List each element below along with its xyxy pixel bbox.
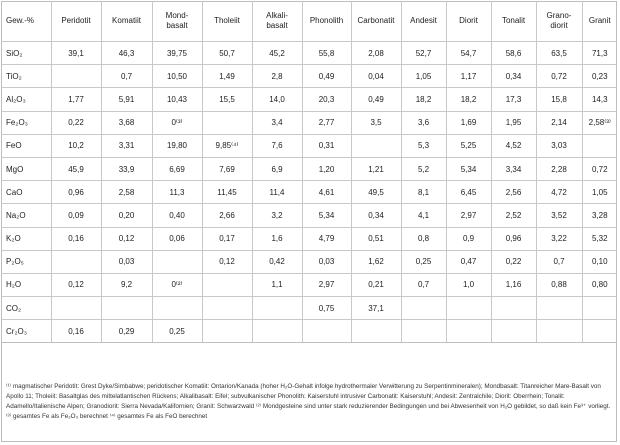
- table-cell: [252, 297, 302, 320]
- table-cell: [202, 273, 252, 296]
- table-cell: 0,7: [536, 250, 582, 273]
- table-cell: 5,32: [582, 227, 617, 250]
- table-row: [1, 181, 617, 204]
- table-cell: 0,8: [401, 227, 446, 250]
- table-cell: 0,10: [582, 250, 617, 273]
- table-cell: [351, 134, 401, 157]
- table-cell: 0,22: [51, 111, 101, 134]
- table-cell: 1,21: [351, 157, 401, 180]
- table-cell: 1,6: [252, 227, 302, 250]
- table-cell: 0,49: [302, 65, 351, 88]
- table-cell: 18,2: [401, 88, 446, 111]
- table-cell: 63,5: [536, 42, 582, 65]
- table-cell: 0,88: [536, 273, 582, 296]
- table-cell: 0,22: [491, 250, 536, 273]
- table-cell: [302, 320, 351, 343]
- column-header-line: Komatiit: [112, 16, 141, 25]
- table-cell: 2,58: [101, 181, 152, 204]
- table-cell: 5,34: [302, 204, 351, 227]
- table-cell: 0,96: [51, 181, 101, 204]
- table-cell: 17,3: [491, 88, 536, 111]
- table-cell: [202, 111, 252, 134]
- table-cell: 7,69: [202, 157, 252, 180]
- table-row: [1, 320, 617, 343]
- table-cell: 9,85⁽⁴⁾: [202, 134, 252, 157]
- table-cell: [491, 320, 536, 343]
- table-cell: [51, 250, 101, 273]
- table-row: [1, 250, 617, 273]
- table-cell: [202, 320, 252, 343]
- table-cell: 0,12: [101, 227, 152, 250]
- table-cell: 2,8: [252, 65, 302, 88]
- table-cell: 2,08: [351, 42, 401, 65]
- table-row: [1, 273, 617, 296]
- table-cell: 1,16: [491, 273, 536, 296]
- table-cell: 0,40: [152, 204, 202, 227]
- table-cell: 55,8: [302, 42, 351, 65]
- table-cell: 2,97: [302, 273, 351, 296]
- table-cell: 6,69: [152, 157, 202, 180]
- table-cell: 0,72: [536, 65, 582, 88]
- header-row: [1, 1, 617, 42]
- table-cell: 0,12: [51, 273, 101, 296]
- column-header-line: Tholeiit: [214, 16, 240, 25]
- table-cell: [351, 320, 401, 343]
- table-cell: 1,49: [202, 65, 252, 88]
- table-cell: 0,06: [152, 227, 202, 250]
- table-cell: 15,8: [536, 88, 582, 111]
- table-cell: 1,69: [446, 111, 491, 134]
- table-body: [1, 42, 617, 343]
- oxide-label: Na₂O: [1, 204, 51, 227]
- column-header: [51, 1, 101, 42]
- table-cell: 19,80: [152, 134, 202, 157]
- column-header: [302, 1, 351, 42]
- composition-table: [1, 1, 617, 343]
- table-cell: 1,77: [51, 88, 101, 111]
- table-cell: 2,97: [446, 204, 491, 227]
- column-header-line: Andesit: [410, 16, 437, 25]
- oxide-label: P₂O₅: [1, 250, 51, 273]
- column-header: [202, 1, 252, 42]
- table-cell: 0,17: [202, 227, 252, 250]
- table-cell: 0,04: [351, 65, 401, 88]
- column-header: [101, 1, 152, 42]
- table-cell: [536, 320, 582, 343]
- table-cell: [582, 320, 617, 343]
- table-cell: 1,95: [491, 111, 536, 134]
- table-cell: 0,23: [582, 65, 617, 88]
- table-cell: 0,16: [51, 227, 101, 250]
- table-cell: 1,05: [401, 65, 446, 88]
- table-cell: 0,80: [582, 273, 617, 296]
- table-cell: 2,52: [491, 204, 536, 227]
- table-cell: [202, 297, 252, 320]
- table-cell: 0,03: [302, 250, 351, 273]
- table-cell: [51, 65, 101, 88]
- oxide-label: CO₂: [1, 297, 51, 320]
- oxide-label: FeO: [1, 134, 51, 157]
- table-cell: 4,72: [536, 181, 582, 204]
- column-header: [152, 1, 202, 42]
- table-cell: 0,31: [302, 134, 351, 157]
- table-cell: 0⁽³⁾: [152, 111, 202, 134]
- table-cell: 45,2: [252, 42, 302, 65]
- column-header: [401, 1, 446, 42]
- table-cell: 3,68: [101, 111, 152, 134]
- table-row: [1, 111, 617, 134]
- table-cell: [582, 134, 617, 157]
- table-cell: 3,52: [536, 204, 582, 227]
- column-header-line: Mond-: [165, 11, 189, 20]
- table-cell: 1,20: [302, 157, 351, 180]
- column-header-line: Phonolith: [309, 16, 344, 25]
- footnotes: [6, 382, 612, 422]
- oxide-label: SiO₂: [1, 42, 51, 65]
- oxide-label: TiO₂: [1, 65, 51, 88]
- table-cell: 0,16: [51, 320, 101, 343]
- oxide-label: H₂O: [1, 273, 51, 296]
- table-cell: [401, 297, 446, 320]
- table-cell: 58,6: [491, 42, 536, 65]
- table-cell: 71,3: [582, 42, 617, 65]
- table-cell: 1,1: [252, 273, 302, 296]
- table-cell: 0,42: [252, 250, 302, 273]
- column-header: [582, 1, 617, 42]
- table-cell: 0,51: [351, 227, 401, 250]
- table-cell: 0,7: [101, 65, 152, 88]
- column-header-line: basalt: [266, 21, 288, 30]
- table-cell: 0,09: [51, 204, 101, 227]
- table-row: [1, 134, 617, 157]
- table-cell: [446, 297, 491, 320]
- table-cell: 3,2: [252, 204, 302, 227]
- table-cell: [51, 297, 101, 320]
- table-cell: 39,1: [51, 42, 101, 65]
- table-cell: 6,9: [252, 157, 302, 180]
- table-cell: 39,75: [152, 42, 202, 65]
- column-header: [252, 1, 302, 42]
- table-cell: 50,7: [202, 42, 252, 65]
- table-cell: 0,03: [101, 250, 152, 273]
- table-cell: 0,20: [101, 204, 152, 227]
- table-cell: [582, 297, 617, 320]
- table-cell: 4,61: [302, 181, 351, 204]
- oxide-label: Fe₂O₃: [1, 111, 51, 134]
- table-cell: [491, 297, 536, 320]
- table-cell: 0,72: [582, 157, 617, 180]
- footnote-4: ⁽⁴⁾ gesamtes Fe als FeO berechnet: [109, 412, 208, 420]
- table-cell: 4,79: [302, 227, 351, 250]
- table-cell: 2,58⁽³⁾: [582, 111, 617, 134]
- table-cell: 3,03: [536, 134, 582, 157]
- table-cell: [536, 297, 582, 320]
- table-cell: 1,62: [351, 250, 401, 273]
- column-header-line: Tonalit: [501, 16, 526, 25]
- footnote-3: ⁽³⁾ gesamtes Fe als Fe₂O₃ berechnet: [6, 412, 108, 420]
- column-header-line: Alkali-: [266, 11, 288, 20]
- table-cell: 3,28: [582, 204, 617, 227]
- table-row: [1, 157, 617, 180]
- column-header: [446, 1, 491, 42]
- table-cell: 11,3: [152, 181, 202, 204]
- table-cell: 10,43: [152, 88, 202, 111]
- table-cell: 6,45: [446, 181, 491, 204]
- table-cell: 33,9: [101, 157, 152, 180]
- table-cell: [252, 320, 302, 343]
- table-cell: 4,1: [401, 204, 446, 227]
- table-cell: 3,4: [252, 111, 302, 134]
- table-cell: 11,45: [202, 181, 252, 204]
- column-header-line: diorit: [550, 21, 568, 30]
- table-cell: 0,49: [351, 88, 401, 111]
- table-cell: 1,17: [446, 65, 491, 88]
- table-row: [1, 88, 617, 111]
- column-header-line: Diorit: [459, 16, 478, 25]
- table-cell: 5,34: [446, 157, 491, 180]
- table-cell: 0,9: [446, 227, 491, 250]
- table-cell: 54,7: [446, 42, 491, 65]
- table-cell: 0,29: [101, 320, 152, 343]
- oxide-label: K₂O: [1, 227, 51, 250]
- table-row: [1, 42, 617, 65]
- table-cell: 18,2: [446, 88, 491, 111]
- table-cell: 0,7: [401, 273, 446, 296]
- table-cell: 37,1: [351, 297, 401, 320]
- table-cell: 3,5: [351, 111, 401, 134]
- table-cell: 0,21: [351, 273, 401, 296]
- oxide-label: MgO: [1, 157, 51, 180]
- table-cell: 2,28: [536, 157, 582, 180]
- table-cell: 2,66: [202, 204, 252, 227]
- table-cell: 14,0: [252, 88, 302, 111]
- oxide-label: Al₂O₃: [1, 88, 51, 111]
- column-header: [536, 1, 582, 42]
- table-cell: 3,34: [491, 157, 536, 180]
- table-cell: 3,31: [101, 134, 152, 157]
- table-cell: 0,34: [351, 204, 401, 227]
- table-cell: 1,0: [446, 273, 491, 296]
- table-cell: 3,22: [536, 227, 582, 250]
- oxide-label: Cr₂O₃: [1, 320, 51, 343]
- column-header-line: Carbonatit: [357, 16, 395, 25]
- column-header-line: Granit: [588, 16, 611, 25]
- table-cell: 11,4: [252, 181, 302, 204]
- table-cell: 45,9: [51, 157, 101, 180]
- table-cell: 0⁽²⁾: [152, 273, 202, 296]
- table-cell: 8,1: [401, 181, 446, 204]
- column-header-line: Peridotit: [61, 16, 91, 25]
- table-cell: 2,77: [302, 111, 351, 134]
- table-cell: 14,3: [582, 88, 617, 111]
- table-cell: 20,3: [302, 88, 351, 111]
- table-cell: 5,91: [101, 88, 152, 111]
- table-cell: 7,6: [252, 134, 302, 157]
- table-cell: 3,6: [401, 111, 446, 134]
- oxide-label: CaO: [1, 181, 51, 204]
- table-cell: 0,47: [446, 250, 491, 273]
- unit-header: Gew.-%: [1, 1, 51, 42]
- table-cell: 15,5: [202, 88, 252, 111]
- column-header-line: Grano-: [546, 11, 572, 20]
- table-cell: 10,2: [51, 134, 101, 157]
- column-header: [491, 1, 536, 42]
- footnote-2: ⁽²⁾ Mondgesteine sind unter stark reduzierender Bedingungen und bei Abwesenheit von H₂O gebildet, so daß kein Fe³⁺ vorliegt.: [255, 402, 611, 410]
- table-cell: 0,96: [491, 227, 536, 250]
- table-row: [1, 65, 617, 88]
- table-cell: 52,7: [401, 42, 446, 65]
- table-cell: 1,05: [582, 181, 617, 204]
- table-cell: 0,75: [302, 297, 351, 320]
- table-cell: 0,34: [491, 65, 536, 88]
- table-row: [1, 227, 617, 250]
- column-header: [351, 1, 401, 42]
- table-cell: [401, 320, 446, 343]
- table-cell: 9,2: [101, 273, 152, 296]
- table-cell: 10,50: [152, 65, 202, 88]
- table-cell: 5,2: [401, 157, 446, 180]
- table-cell: 4,52: [491, 134, 536, 157]
- table-cell: 5,25: [446, 134, 491, 157]
- table-row: [1, 204, 617, 227]
- column-header-line: basalt: [166, 21, 188, 30]
- table-cell: [446, 320, 491, 343]
- table-cell: 46,3: [101, 42, 152, 65]
- footnote-1: ⁽¹⁾ magmatischer Peridotit: Grest Dyke/Simbabwe; peridotischer Komatiit: Ontarion/Kanada (hoher H₂O-Gehalt infolge hydrothermaler Verwitterung zu Serpentinmineralen); Mondbasalt: Titanreicher Mare-Basalt von Apollo 11; Tholeiit: Basaltglas des mittelatlantischen Rückens; Alkalibasalt: Eifel; subvulkanischer Phonolith: Kaiserstuhl intrusiver Carbonatit: Kaiserstuhl; Andesit: Zentralchile; Diorit: Oberrhein; Tonalit: Adamello/Italienische Alpen; Granodiorit: Sierra Nevada/Kalifornien; Granit: Schwarzwald: [6, 383, 601, 410]
- table-cell: 0,25: [152, 320, 202, 343]
- table-cell: 49,5: [351, 181, 401, 204]
- table-cell: 0,12: [202, 250, 252, 273]
- table-cell: 5,3: [401, 134, 446, 157]
- table-cell: 2,56: [491, 181, 536, 204]
- table-cell: 0,25: [401, 250, 446, 273]
- table-cell: [101, 297, 152, 320]
- table-row: [1, 297, 617, 320]
- table-cell: [152, 297, 202, 320]
- table-cell: 2,14: [536, 111, 582, 134]
- table-cell: [152, 250, 202, 273]
